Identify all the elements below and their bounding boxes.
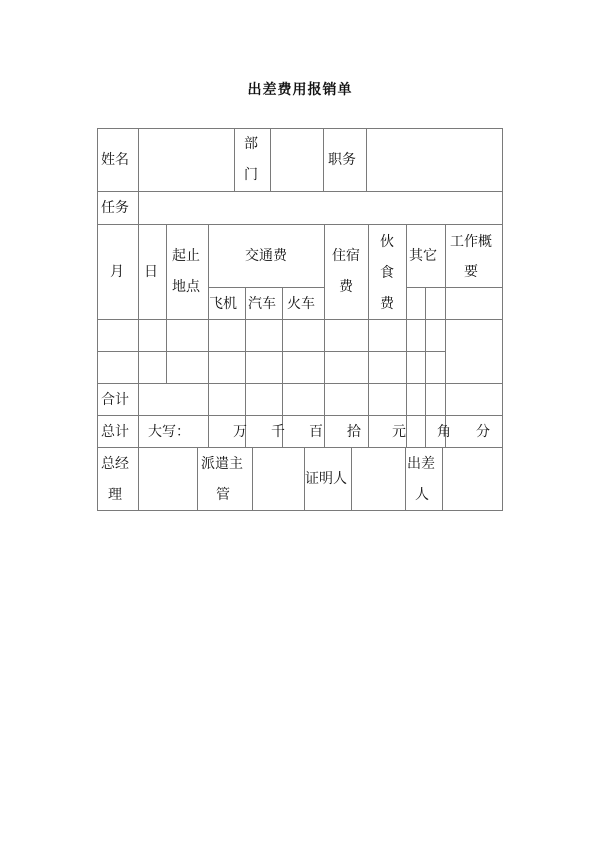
header-lodging-1: 住宿 bbox=[332, 248, 360, 264]
rule-subtotal bbox=[97, 415, 503, 416]
data-cell[interactable] bbox=[283, 352, 324, 383]
header-day: 日 bbox=[144, 264, 158, 280]
data-cell[interactable] bbox=[98, 352, 138, 383]
header-summary-2: 要 bbox=[464, 264, 478, 280]
label-traveler-2: 人 bbox=[415, 487, 429, 503]
position-field[interactable] bbox=[367, 129, 502, 191]
subtotal-meal[interactable] bbox=[369, 384, 406, 415]
data-cell[interactable] bbox=[209, 352, 245, 383]
header-plane: 飞机 bbox=[209, 296, 237, 312]
data-cell[interactable] bbox=[246, 352, 282, 383]
data-cell[interactable] bbox=[139, 352, 166, 383]
rule-transport-sub bbox=[208, 287, 324, 288]
summary-field[interactable] bbox=[446, 288, 502, 383]
data-cell[interactable] bbox=[98, 320, 138, 351]
data-cell[interactable] bbox=[167, 320, 208, 351]
rule-row2 bbox=[97, 224, 503, 225]
rule-v bbox=[425, 287, 426, 448]
data-cell[interactable] bbox=[283, 320, 324, 351]
header-other: 其它 bbox=[409, 248, 437, 264]
total-unit-shi: 拾 bbox=[347, 424, 361, 440]
witness-signature[interactable] bbox=[352, 448, 405, 510]
header-car: 汽车 bbox=[248, 296, 276, 312]
name-field[interactable] bbox=[139, 129, 234, 191]
label-general-manager-1: 总经 bbox=[101, 456, 129, 472]
header-route-1: 起止 bbox=[172, 248, 200, 264]
label-dept-2: 门 bbox=[244, 167, 258, 183]
rule-v bbox=[405, 447, 406, 511]
header-summary-1: 工作概 bbox=[450, 234, 492, 250]
label-dispatch-1: 派遣主 bbox=[201, 456, 243, 472]
data-cell[interactable] bbox=[369, 320, 406, 351]
reimbursement-form bbox=[97, 128, 503, 511]
dept-field[interactable] bbox=[271, 129, 323, 191]
label-dispatch-2: 管 bbox=[216, 487, 230, 503]
header-meal-1: 伙 bbox=[380, 234, 394, 250]
rule-v bbox=[406, 224, 407, 448]
task-field[interactable] bbox=[139, 192, 502, 224]
label-name: 姓名 bbox=[101, 152, 129, 168]
header-route-2: 地点 bbox=[172, 279, 200, 295]
total-capital-label: 大写： bbox=[148, 424, 190, 440]
total-unit-wan: 万 bbox=[233, 424, 247, 440]
subtotal-car[interactable] bbox=[246, 384, 282, 415]
label-dept-1: 部 bbox=[244, 136, 258, 152]
data-cell[interactable] bbox=[246, 320, 282, 351]
traveler-signature[interactable] bbox=[443, 448, 502, 510]
header-month: 月 bbox=[110, 264, 124, 280]
header-train: 火车 bbox=[287, 296, 315, 312]
subtotal-train[interactable] bbox=[283, 384, 324, 415]
data-cell[interactable] bbox=[325, 320, 368, 351]
rule-v bbox=[197, 447, 198, 511]
header-transport: 交通费 bbox=[245, 248, 287, 264]
label-total: 总计 bbox=[101, 424, 129, 440]
label-position: 职务 bbox=[328, 152, 356, 168]
total-unit-bai: 百 bbox=[309, 424, 323, 440]
data-cell[interactable] bbox=[209, 320, 245, 351]
header-lodging-2: 费 bbox=[339, 279, 353, 295]
total-unit-qian: 千 bbox=[271, 424, 285, 440]
header-meal-2: 食 bbox=[380, 265, 394, 281]
subtotal-plane[interactable] bbox=[209, 384, 245, 415]
header-meal-3: 费 bbox=[380, 296, 394, 312]
label-witness: 证明人 bbox=[305, 471, 347, 487]
rule-v bbox=[234, 128, 235, 192]
general-manager-signature[interactable] bbox=[139, 448, 197, 510]
data-cell[interactable] bbox=[139, 320, 166, 351]
dispatch-supervisor-signature[interactable] bbox=[253, 448, 304, 510]
label-general-manager-2: 理 bbox=[108, 487, 122, 503]
form-title: 出差费用报销单 bbox=[247, 82, 353, 98]
total-unit-fen: 分 bbox=[476, 424, 490, 440]
label-subtotal: 合计 bbox=[101, 392, 129, 408]
data-cell[interactable] bbox=[167, 352, 208, 383]
subtotal-lodging[interactable] bbox=[325, 384, 368, 415]
label-task: 任务 bbox=[101, 200, 129, 216]
total-unit-yuan: 元 bbox=[392, 424, 406, 440]
rule-v bbox=[323, 128, 324, 192]
rule-right bbox=[502, 128, 503, 511]
total-unit-jiao: 角 bbox=[437, 424, 451, 440]
label-traveler-1: 出差 bbox=[407, 456, 435, 472]
